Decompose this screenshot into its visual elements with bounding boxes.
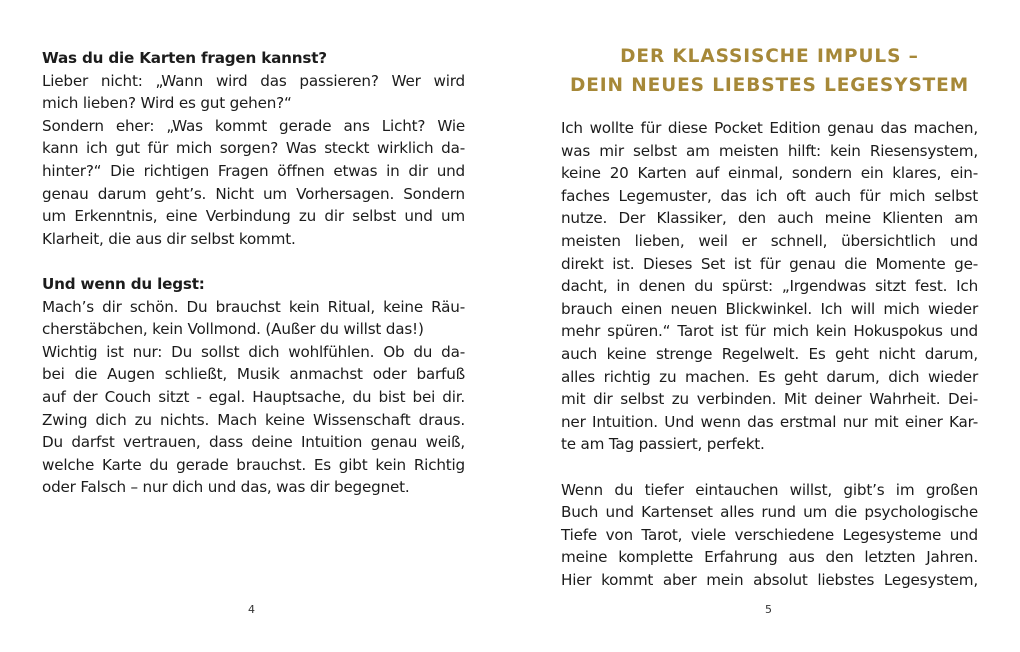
text-line: Sondern eher: „Was kommt gerade ans Licht? Wie <box>42 116 465 135</box>
text-line: Klarheit, die aus dir selbst kommt. <box>42 229 296 248</box>
text-line: mit dir selbst zu verbinden. Mit deiner Wahrheit. Dei- <box>561 390 978 409</box>
text-line: was mir selbst am meisten hilft: kein Riesensystem, <box>561 141 978 160</box>
paragraph <box>561 117 978 456</box>
text-line: dacht, in denen du spürst: „Irgendwas sitzt fest. Ich <box>561 277 978 296</box>
text-line: mehr spüren.“ Tarot ist für mich kein Hokuspokus und <box>561 322 978 341</box>
text-line: hinter?“ Die richtigen Fragen öffnen etwas in dir und <box>42 161 465 180</box>
chapter-heading-line: DEIN NEUES LIEBSTES LEGESYSTEM <box>569 75 970 96</box>
text-line: nutze. Der Klassiker, den auch meine Klienten am <box>561 209 978 228</box>
text-line: ner Intuition. Und wenn das erstmal nur mit einer Kar- <box>561 412 978 431</box>
text-line: te am Tag passiert, perfekt. <box>561 435 765 454</box>
text-line: kann ich gut für mich sorgen? Was steckt wirklich da- <box>42 139 465 158</box>
text-line: meisten lieben, weil er schnell, übersichtlich und <box>561 231 978 250</box>
chapter-heading-line: DER KLASSISCHE IMPULS – <box>620 46 919 67</box>
text-line: meine komplette Erfahrung aus den letzten Jahren. <box>561 548 978 567</box>
text-line: faches Legemuster, das ich oft auch für mich selbst <box>561 186 978 205</box>
text-line: Tiefe von Tarot, viele verschiedene Legesysteme und <box>561 525 978 544</box>
text-line: brauch einen neuen Blickwinkel. Ich will mich wieder <box>561 299 978 318</box>
section <box>42 47 465 250</box>
section-subheading: Und wenn du legst: <box>42 274 205 293</box>
left-page-body <box>42 47 465 521</box>
page-number-right: 5 <box>765 603 772 616</box>
text-line: genau darum geht’s. Nicht um Vorhersagen. Sondern <box>42 184 465 203</box>
text-line: keine 20 Karten auf einmal, sondern ein klares, ein- <box>561 164 978 183</box>
page-number-left: 4 <box>248 603 255 616</box>
text-line: um Erkenntnis, eine Verbindung zu dir selbst und um <box>42 207 465 226</box>
text-line: direkt ist. Dieses Set ist für genau die Momente ge- <box>561 254 978 273</box>
text-line: auch keine strenge Regelwelt. Es geht nicht darum, <box>561 344 978 363</box>
text-line: Du darfst vertrauen, dass deine Intuition genau weiß, <box>42 433 465 452</box>
section <box>42 273 465 499</box>
text-line: bei die Augen schließt, Musik anmachst oder barfuß <box>42 365 465 384</box>
text-line: mich lieben? Wird es gut gehen?“ <box>42 94 292 113</box>
text-line: Lieber nicht: „Wann wird das passieren? Wer wird <box>42 71 465 90</box>
text-line: cherstäbchen, kein Vollmond. (Außer du willst das!) <box>42 320 424 339</box>
chapter-heading <box>561 42 978 100</box>
text-line: welche Karte du gerade brauchst. Es gibt kein Richtig <box>42 455 465 474</box>
text-line: Wichtig ist nur: Du sollst dich wohlfühlen. Ob du da- <box>42 342 465 361</box>
text-line: Wenn du tiefer eintauchen willst, gibt’s im großen <box>561 480 978 499</box>
text-line: Zwing dich zu nichts. Mach keine Wissenschaft draus. <box>42 410 465 429</box>
right-page-body <box>561 117 978 614</box>
text-line: oder Falsch – nur dich und das, was dir begegnet. <box>42 478 410 497</box>
text-line: auf der Couch sitzt - egal. Hauptsache, du bist bei dir. <box>42 387 465 406</box>
text-line: Buch und Kartenset alles rund um die psychologische <box>561 503 978 522</box>
text-line: Hier kommt aber mein absolut liebstes Legesystem, <box>561 570 978 589</box>
text-line: alles richtig zu machen. Es geht darum, dich wieder <box>561 367 978 386</box>
text-line: Ich wollte für diese Pocket Edition genau das machen, <box>561 119 978 137</box>
text-line: Mach’s dir schön. Du brauchst kein Ritual, keine Räu- <box>42 297 465 316</box>
paragraph <box>561 479 978 592</box>
section-subheading: Was du die Karten fragen kannst? <box>42 49 327 67</box>
